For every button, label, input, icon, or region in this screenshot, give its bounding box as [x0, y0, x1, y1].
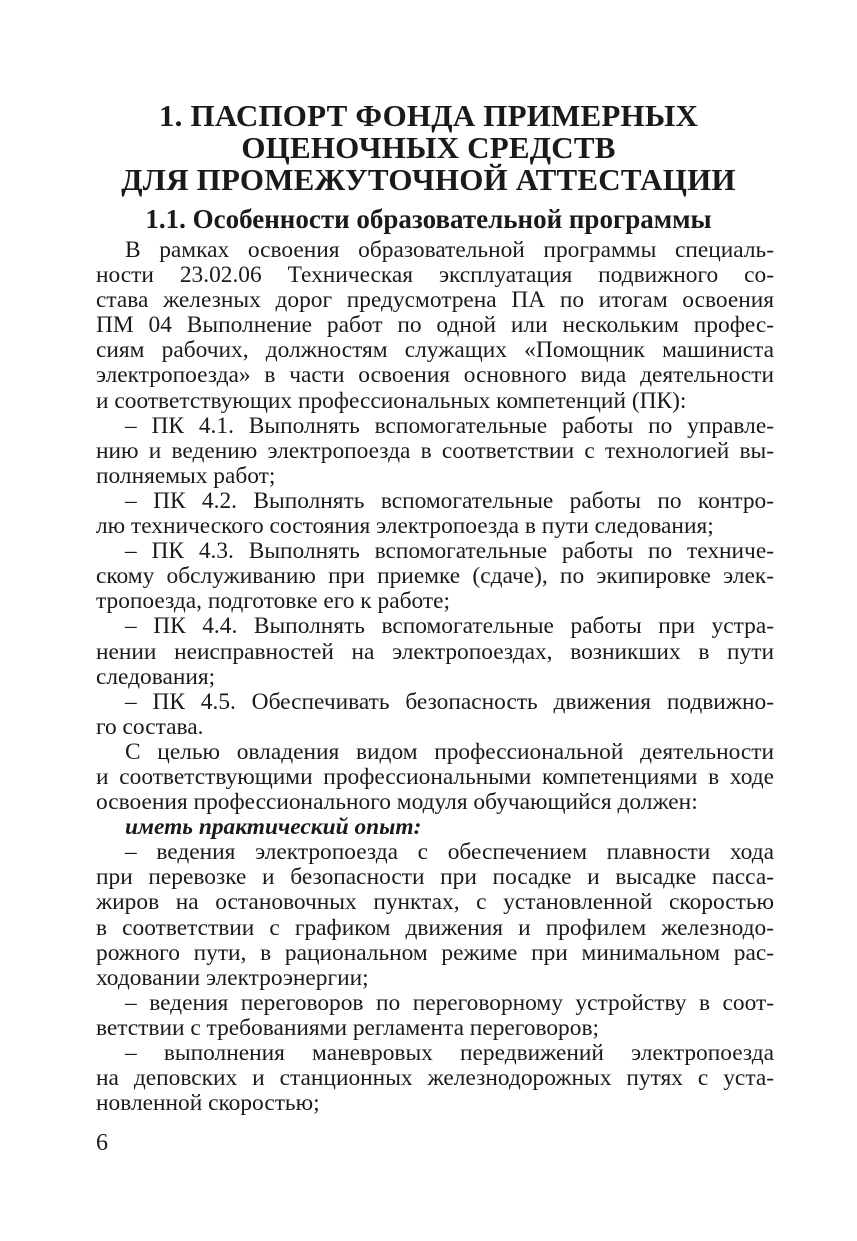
list-item-line: нию и ведению электропоезда в соответствии с технологией вы- [96, 437, 774, 464]
paragraph-line: сиям рабочих, должностям служащих «Помощник машиниста [96, 337, 774, 364]
list-item-line: – ПК 4.4. Выполнять вспомогательные работы при устра- [125, 613, 774, 640]
list-item-line: жиров на остановочных пунктах, с установленной скоростью [96, 889, 774, 916]
list-item-line: следования; [96, 663, 216, 690]
list-item-line: ветствии с требованиями регламента переговоров; [96, 1014, 599, 1041]
list-item-line: – ПК 4.2. Выполнять вспомогательные работы по контро- [125, 487, 774, 514]
paragraph-line: электропоезда» в части освоения основного вида деятельности [96, 362, 774, 389]
paragraph-line: С целью овладения видом профессиональной деятельности [125, 738, 774, 765]
paragraph-line: ПМ 04 Выполнение работ по одной или нескольким профес- [96, 312, 774, 339]
list-item-line: новленной скоростью; [96, 1090, 320, 1117]
body-text [96, 238, 774, 1116]
list-item-line: полняемых работ; [96, 462, 276, 489]
list-item-line: – ведения переговоров по переговорному устройству в соот- [125, 989, 774, 1016]
list-item-line: – ПК 4.1. Выполнять вспомогательные работы по управле- [125, 412, 774, 439]
list-item-line: ходовании электроэнергии; [96, 964, 369, 991]
paragraph-line: става железных дорог предусмотрена ПА по итогам освоения [96, 287, 774, 314]
page-number: 6 [96, 1130, 108, 1156]
chapter-title-line: ОЦЕНОЧНЫХ СРЕДСТВ [241, 130, 616, 165]
list-item-line: лю технического состояния электропоезда в пути следования; [96, 513, 714, 540]
chapter-title [0, 100, 857, 196]
list-item-line: тропоезда, подготовке его к работе; [96, 588, 450, 615]
list-item-line: – ПК 4.5. Обеспечивать безопасность движения подвижно- [125, 688, 774, 715]
list-item-line: при перевозке и безопасности при посадке и высадке пасса- [96, 864, 774, 891]
list-item-line: скому обслуживанию при приемке (сдаче), по экипировке элек- [96, 563, 774, 590]
subsection-label: иметь практический опыт: [125, 814, 422, 841]
chapter-title-line: ДЛЯ ПРОМЕЖУТОЧНОЙ АТТЕСТАЦИИ [121, 162, 736, 197]
list-item-line: – ПК 4.3. Выполнять вспомогательные работы по техниче- [125, 538, 774, 565]
paragraph-line: и соответствующими профессиональными компетенциями в ходе [96, 763, 774, 790]
chapter-title-line: 1. ПАСПОРТ ФОНДА ПРИМЕРНЫХ [158, 98, 699, 133]
paragraph-line: ности 23.02.06 Техническая эксплуатация подвижного со- [96, 262, 774, 289]
list-item-line: нении неисправностей на электропоездах, возникших в пути [96, 638, 774, 665]
list-item-line: на деповских и станционных железнодорожных путях с уста- [96, 1065, 774, 1092]
paragraph-line: В рамках освоения образовательной программы специаль- [125, 237, 774, 263]
list-item-line: – выполнения маневровых передвижений электропоезда [125, 1040, 774, 1066]
list-item-line: рожного пути, в рациональном режиме при минимальном рас- [96, 939, 774, 966]
list-item-line: го состава. [96, 713, 204, 740]
list-item-line: – ведения электропоезда с обеспечением плавности хода [125, 839, 774, 866]
paragraph-line: освоения профессионального модуля обучающийся должен: [96, 789, 698, 816]
section-heading: 1.1. Особенности образовательной программы [145, 204, 712, 234]
list-item-line: в соответствии с графиком движения и профилем железнодо- [96, 914, 774, 941]
paragraph-line: и соответствующих профессиональных компетенций (ПК): [96, 387, 687, 414]
